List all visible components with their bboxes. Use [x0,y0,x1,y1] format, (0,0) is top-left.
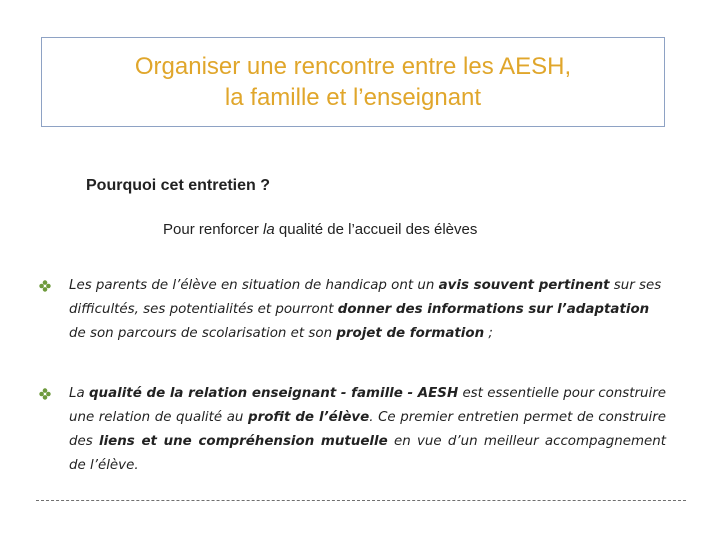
bullet-relation [38,382,666,478]
text-run: en vue d’un meilleur accompagnement de l’élève. [69,434,666,473]
bullet-text [69,382,666,478]
answer-before: Pour renforcer [163,221,264,238]
bold-text: liens et une compréhension mutuelle [99,434,388,449]
text-run: . Ce premier entretien permet de construire des [69,410,666,449]
title-line-1: Organiser une rencontre entre les AESH, [134,53,572,80]
bold-text: donner des informations sur l’adaptation [337,302,650,317]
text-run: La [69,386,89,401]
bullet-text [69,274,666,346]
diamond-flower-icon [38,382,52,406]
text-run: sur ses difficultés, ses potentialités et pourront [69,278,662,317]
answer-line [163,221,477,238]
bold-text: qualité de la relation enseignant - famille - AESH [88,386,459,401]
answer-italic: la [263,221,275,238]
title-line-2: la famille et l’enseignant [224,84,482,111]
title-box [41,37,665,127]
bold-text: projet de formation [336,326,485,341]
bullet-parents [38,274,666,346]
bold-text: profit de l’élève [248,410,370,425]
diamond-flower-icon [38,274,52,298]
text-run: ; [484,326,493,341]
text-run: Les parents de l’élève en situation de handicap ont un [69,278,439,293]
text-run: de son parcours de scolarisation et son [69,326,337,341]
answer-after: qualité de l’accueil des élèves [274,221,478,238]
question-heading: Pourquoi cet entretien ? [86,177,271,194]
text-run: est essentielle pour construire une relation de qualité au [69,386,666,425]
bold-text: avis souvent pertinent [438,278,610,293]
footer-divider [36,500,686,501]
